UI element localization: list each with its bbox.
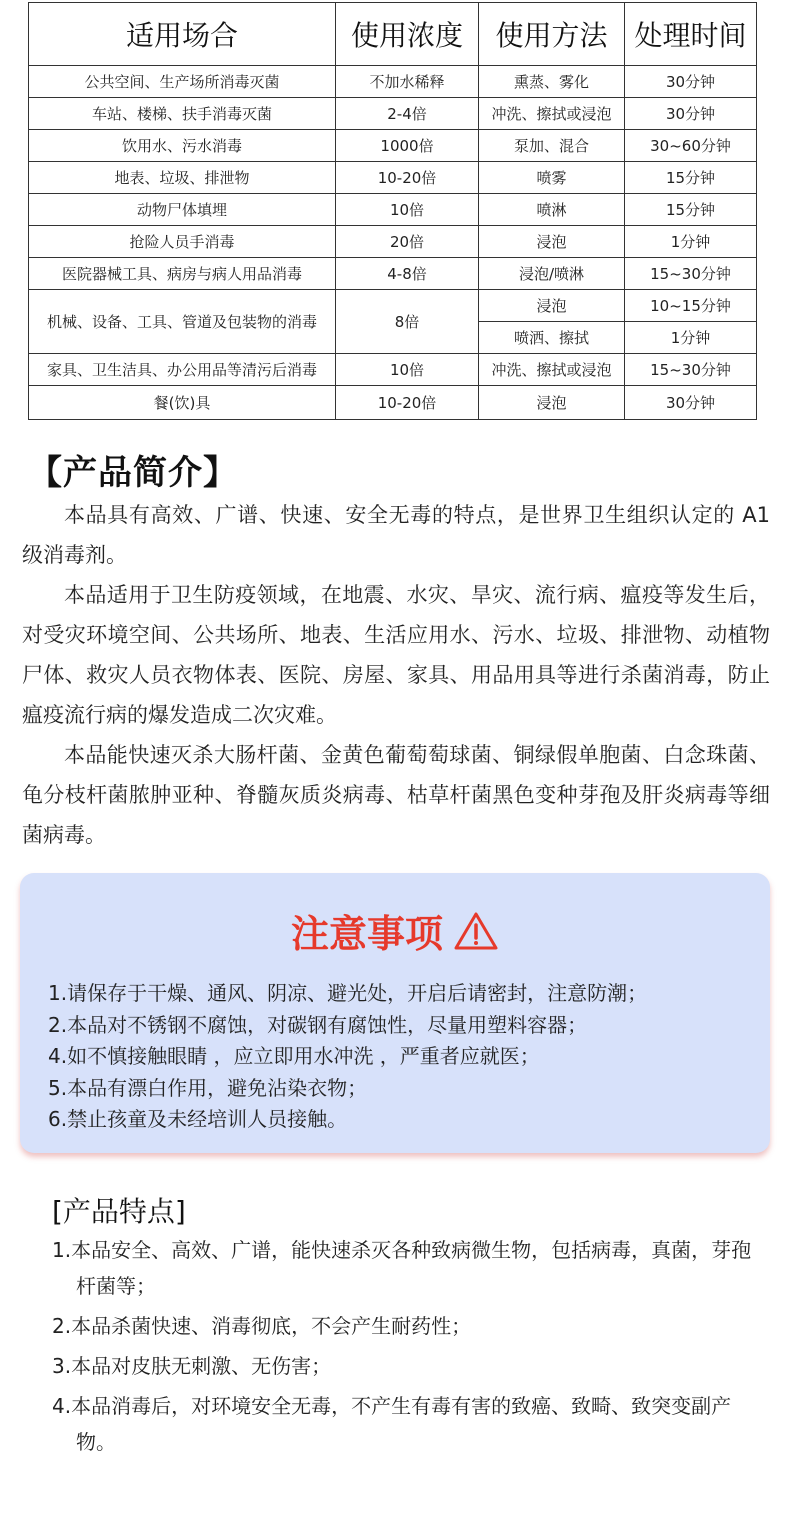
cell-place: 家具、卫生洁具、办公用品等清污后消毒 bbox=[29, 354, 336, 386]
header-time: 处理时间 bbox=[625, 3, 757, 66]
cell-concentration: 4-8倍 bbox=[336, 258, 479, 290]
table-row bbox=[29, 386, 757, 420]
cell-concentration: 10-20倍 bbox=[336, 162, 479, 194]
table-row bbox=[29, 226, 757, 258]
intro-section bbox=[22, 495, 770, 855]
notice-item: 2.本品对不锈钢不腐蚀，对碳钢有腐蚀性，尽量用塑料容器； bbox=[48, 1012, 588, 1037]
cell-place: 机械、设备、工具、管道及包装物的消毒 bbox=[29, 290, 336, 354]
cell-time: 10~15分钟 bbox=[625, 290, 757, 322]
cell-place: 车站、楼梯、扶手消毒灭菌 bbox=[29, 98, 336, 130]
cell-method: 冲洗、擦拭或浸泡 bbox=[479, 98, 625, 130]
cell-concentration: 不加水稀释 bbox=[336, 66, 479, 98]
notice-item: 1.请保存于干燥、通风、阴凉、避光处，开启后请密封，注意防潮； bbox=[48, 981, 648, 1005]
header-method: 使用方法 bbox=[479, 3, 625, 66]
features-list bbox=[52, 1232, 752, 1464]
table-row bbox=[29, 258, 757, 290]
cell-method: 喷雾 bbox=[479, 162, 625, 194]
feature-item: 3.本品对皮肤无刺激、无伤害； bbox=[52, 1354, 332, 1378]
features-title: [产品特点] bbox=[52, 1195, 186, 1228]
cell-time: 30分钟 bbox=[625, 98, 757, 130]
cell-place: 医院器械工具、病房与病人用品消毒 bbox=[29, 258, 336, 290]
feature-item: 2.本品杀菌快速、消毒彻底，不会产生耐药性； bbox=[52, 1314, 472, 1338]
cell-method: 浸泡 bbox=[479, 226, 625, 258]
notice-item: 4.如不慎接触眼睛 ，应立即用水冲洗 ，严重者应就医； bbox=[48, 1044, 540, 1068]
table-row bbox=[29, 130, 757, 162]
cell-method: 浸泡 bbox=[479, 386, 625, 420]
table-row bbox=[29, 98, 757, 130]
cell-method: 熏蒸、雾化 bbox=[479, 66, 625, 98]
cell-time: 1分钟 bbox=[625, 322, 757, 354]
notice-heading bbox=[20, 903, 770, 958]
cell-method: 冲洗、擦拭或浸泡 bbox=[479, 354, 625, 386]
usage-table bbox=[28, 2, 757, 420]
cell-place: 抢险人员手消毒 bbox=[29, 226, 336, 258]
cell-concentration: 20倍 bbox=[336, 226, 479, 258]
cell-concentration: 10倍 bbox=[336, 194, 479, 226]
cell-time: 30~60分钟 bbox=[625, 130, 757, 162]
cell-time: 30分钟 bbox=[625, 386, 757, 420]
cell-method: 浸泡 bbox=[479, 290, 625, 322]
cell-place: 饮用水、污水消毒 bbox=[29, 130, 336, 162]
table-row bbox=[29, 66, 757, 98]
cell-method: 浸泡/喷淋 bbox=[479, 258, 625, 290]
cell-place: 公共空间、生产场所消毒灭菌 bbox=[29, 66, 336, 98]
notice-box bbox=[20, 873, 770, 1153]
table-header-row bbox=[29, 3, 757, 66]
cell-time: 15分钟 bbox=[625, 194, 757, 226]
table-row bbox=[29, 162, 757, 194]
table-row bbox=[29, 194, 757, 226]
cell-concentration: 8倍 bbox=[336, 290, 479, 354]
cell-place: 动物尸体填埋 bbox=[29, 194, 336, 226]
feature-item: 1.本品安全、高效、广谱，能快速杀灭各种致病微生物，包括病毒，真菌，芽孢杆菌等； bbox=[52, 1238, 752, 1298]
intro-paragraph: 本品适用于卫生防疫领域，在地震、水灾、旱灾、流行病、瘟疫等发生后，对受灾环境空间、公共场所、地表、生活应用水、污水、垃圾、排泄物、动植物尸体、救灾人员衣物体表、医院、房屋、家具、用品用具等进行杀菌消毒，防止瘟疫流行病的爆发造成二次灾难。 bbox=[22, 583, 770, 727]
notice-item: 5.本品有漂白作用，避免沾染衣物； bbox=[48, 1075, 368, 1100]
notice-item: 6.禁止孩童及未经培训人员接触。 bbox=[48, 1107, 348, 1131]
cell-time: 30分钟 bbox=[625, 66, 757, 98]
cell-place: 餐(饮)具 bbox=[29, 386, 336, 420]
notice-list bbox=[48, 978, 647, 1136]
header-place: 适用场合 bbox=[29, 3, 336, 66]
cell-method: 泵加、混合 bbox=[479, 130, 625, 162]
cell-time: 15分钟 bbox=[625, 162, 757, 194]
warning-triangle-icon bbox=[453, 911, 499, 951]
intro-paragraph: 本品能快速灭杀大肠杆菌、金黄色葡萄萄球菌、铜绿假单胞菌、白念珠菌、龟分枝杆菌脓肿亚种、脊髓灰质炎病毒、枯草杆菌黑色变种芽孢及肝炎病毒等细菌病毒。 bbox=[22, 743, 770, 847]
cell-concentration: 2-4倍 bbox=[336, 98, 479, 130]
cell-place: 地表、垃圾、排泄物 bbox=[29, 162, 336, 194]
cell-concentration: 10-20倍 bbox=[336, 386, 479, 420]
cell-concentration: 10倍 bbox=[336, 354, 479, 386]
notice-title: 注意事项 bbox=[290, 912, 443, 956]
cell-time: 15~30分钟 bbox=[625, 354, 757, 386]
cell-time: 15~30分钟 bbox=[625, 258, 757, 290]
cell-time: 1分钟 bbox=[625, 226, 757, 258]
table-row bbox=[29, 290, 757, 322]
cell-concentration: 1000倍 bbox=[336, 130, 479, 162]
feature-item: 4.本品消毒后，对环境安全无毒，不产生有毒有害的致癌、致畸、致突变副产物。 bbox=[52, 1394, 732, 1454]
intro-paragraph: 本品具有高效、广谱、快速、安全无毒的特点，是世界卫生组织认定的 A1 级消毒剂。 bbox=[22, 503, 770, 567]
header-concentration: 使用浓度 bbox=[336, 3, 479, 66]
intro-title: 【产品简介】 bbox=[28, 453, 238, 493]
cell-method: 喷淋 bbox=[479, 194, 625, 226]
table-row bbox=[29, 354, 757, 386]
cell-method: 喷洒、擦拭 bbox=[479, 322, 625, 354]
